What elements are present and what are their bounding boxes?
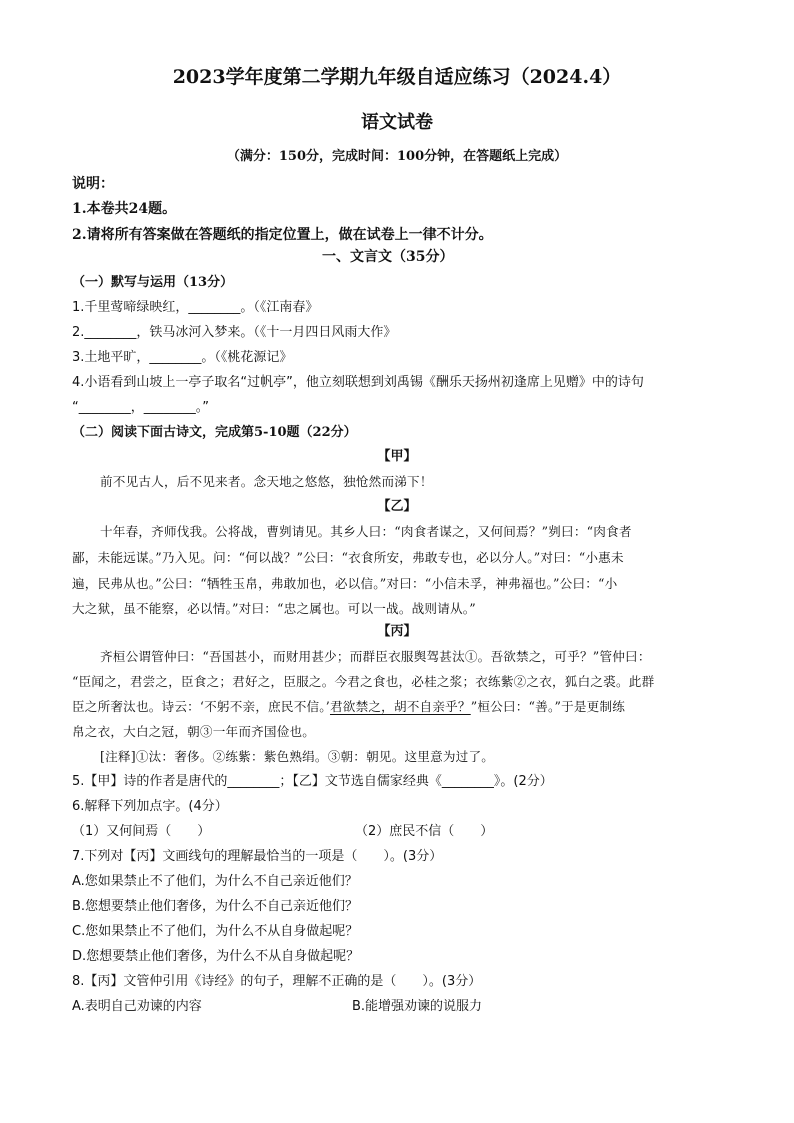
question-4-line-1: 4.小语看到山坡上一亭子取名“过帆亭”，他立刻联想到刘禹锡《酬乐天扬州初逢席上见赠》中的诗句 [72,375,644,390]
passage-yi-label: 【乙】 [377,499,417,514]
part-1-title: （一）默写与运用（13分） [72,275,234,290]
passage-bing-line-4: 帛之衣，大白之冠，朝③一年而齐国俭也。 [72,724,316,739]
exam-info: （满分：150分，完成时间：100分钟，在答题纸上完成） [226,149,568,164]
passage-yi-line: 大之狱，虽不能察，必以情。”对曰：“忠之属也。可以一战。战则请从。” [72,601,476,616]
passage-yi-line: 十年春，齐师伐我。公将战，曹刿请见。其乡人曰：“肉食者谋之，又何间焉？”刿曰：“肉食者 [100,524,632,539]
notes-item-1: 1.本卷共24题。 [72,201,177,217]
passage-jia-text: 前不见古人，后不见来者。念天地之悠悠，独怆然而涕下！ [100,474,433,489]
question-6-item-1: （1）又何间焉（ ） [72,824,211,839]
question-4-line-2: “________，________。” [72,400,209,415]
passage-jia-label: 【甲】 [377,449,417,464]
passage-bing-line-3-start: 臣之所奢汰也。诗云：‘不躬不亲，庶民不信。’ [72,699,330,714]
question-1: 1.千里莺啼绿映红，________。（《江南春》 [72,300,319,315]
notes-item-2: 2.请将所有答案做在答题纸的指定位置上，做在试卷上一律不计分。 [72,227,493,243]
exam-subtitle: 语文试卷 [361,112,433,133]
passage-bing-line-3 [72,699,625,715]
underlined-sentence: 君欲禁之，胡不自亲乎？ [329,699,471,714]
notes-label: 说明： [72,176,114,192]
question-7-option: C.您如果禁止不了他们，为什么不从自身做起呢？ [72,924,359,939]
question-7-option: B.您想要禁止他们奢侈，为什么不自己亲近他们？ [72,899,359,914]
section-1-title: 一、文言文（35分） [322,249,454,265]
question-8-option-a: A.表明自己劝谏的内容 [72,999,202,1014]
question-6-item-2: （2）庶民不信（ ） [355,824,494,839]
exam-title: 2023学年度第二学期九年级自适应练习（2024.4） [172,66,622,88]
question-3: 3.土地平旷，________。（《桃花源记》 [72,350,293,365]
passage-bing-line-3-end: ”桓公曰：“善。”于是更制练 [470,699,626,714]
passage-bing-label: 【丙】 [377,624,417,639]
question-7-option: A.您如果禁止不了他们，为什么不自己亲近他们？ [72,874,358,889]
question-8: 8.【丙】文管仲引用《诗经》的句子，理解不正确的是（ ）。(3分） [72,974,482,989]
passage-bing-line-2: “臣闻之，君尝之，臣食之；君好之，臣服之。今君之食也，必桂之浆；衣练紫②之衣，狐白之裘。此群 [72,674,655,689]
question-5: 5.【甲】诗的作者是唐代的________；【乙】文节选自儒家经典《________》。(2分） [72,774,553,789]
question-7-option: D.您想要禁止他们奢侈，为什么不从自身做起呢？ [72,949,360,964]
question-2: 2.________，铁马冰河入梦来。（《十一月四日风雨大作》 [72,325,397,340]
question-7: 7.下列对【丙】文画线句的理解最恰当的一项是（ ）。(3分） [72,849,443,864]
passage-bing-line-1: 齐桓公谓管仲曰：“吾国甚小，而财用甚少；而群臣衣服舆驾甚汰①。吾欲禁之，可乎？”管仲曰： [100,649,651,664]
annotation: [注释]①汰：奢侈。②练紫：紫色熟绢。③朝：朝见。这里意为过了。 [100,749,495,764]
question-6: 6.解释下列加点字。(4分） [72,799,228,814]
part-2-title: （二）阅读下面古诗文，完成第5-10题（22分） [72,425,357,440]
passage-yi-line: 鄙，未能远谋。”乃入见。问：“何以战？”公曰：“衣食所安，弗敢专也，必以分人。”对曰：“小惠未 [72,550,624,565]
question-8-option-b: B.能增强劝谏的说服力 [352,999,483,1014]
passage-yi-line: 遍，民弗从也。”公曰：“牺牲玉帛，弗敢加也，必以信。”对曰：“小信未孚，神弗福也。”公曰：“小 [72,576,618,591]
